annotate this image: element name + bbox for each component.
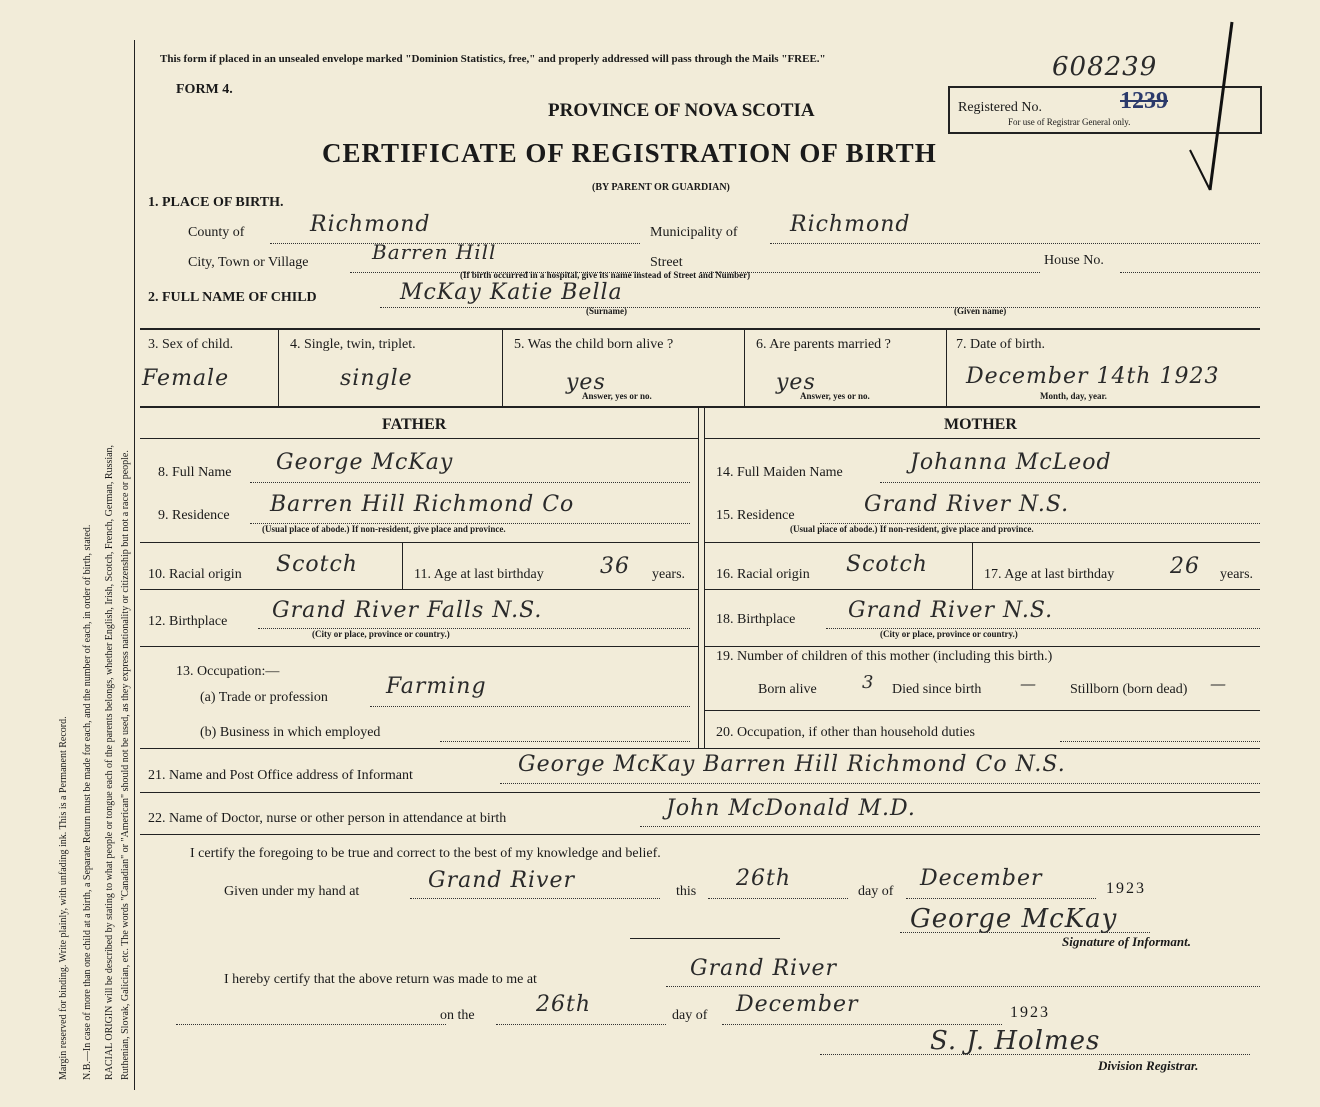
registrar-signature: S. J. Holmes <box>930 1026 1101 1056</box>
certify-year: 1923 <box>1106 880 1146 897</box>
margin-rule <box>134 40 135 1090</box>
mother-residence-label: 15. Residence <box>716 508 795 523</box>
mother-name-value: Johanna McLeod <box>910 450 1112 475</box>
this-label: this <box>676 884 697 899</box>
informant-signature: George McKay <box>910 904 1118 934</box>
margin-note-3: RACIAL ORIGIN will be described by stating to what people or tongue each of the parents belongs, whether English, Irish, Scotch, French, German, Russian, <box>104 444 115 1080</box>
father-name-value: George McKay <box>276 450 454 475</box>
margin-note-2: N.B.—In case of more than one child at a birth, a Separate Return must be made for each, and the number of each, in order of birth, stated. <box>82 524 93 1080</box>
trade-label: (a) Trade or profession <box>200 690 328 705</box>
father-birthplace-value: Grand River Falls N.S. <box>272 598 543 623</box>
registered-note: For use of Registrar General only. <box>1008 117 1131 127</box>
street-label: Street <box>650 255 683 270</box>
mother-residence-value: Grand River N.S. <box>864 492 1070 517</box>
informant-label: 21. Name and Post Office address of Informant <box>148 768 413 783</box>
mother-birthplace-label: 18. Birthplace <box>716 612 796 627</box>
born-alive-value: 3 <box>862 672 875 693</box>
father-race-value: Scotch <box>276 552 358 577</box>
street-line <box>700 272 1040 273</box>
registrar-month: December <box>736 992 859 1017</box>
trade-value: Farming <box>386 674 487 699</box>
certify-statement: I certify the foregoing to be true and correct to the best of my knowledge and belief. <box>190 846 661 861</box>
mother-heading: MOTHER <box>944 416 1017 433</box>
multiple-value: single <box>340 366 413 391</box>
children-label: 19. Number of children of this mother (including this birth.) <box>716 649 1053 664</box>
county-value: Richmond <box>310 212 431 237</box>
city-label: City, Town or Village <box>188 255 309 270</box>
mail-note: This form if placed in an unsealed envelope marked "Dominion Statistics, free," and properly addressed will pass through the Mails "FREE." <box>160 53 826 65</box>
given-place: Grand River <box>428 868 576 893</box>
check-mark-icon <box>1180 20 1240 200</box>
mother-race-label: 16. Racial origin <box>716 567 810 582</box>
municipality-line <box>770 243 1260 244</box>
registrar-place: Grand River <box>690 956 838 981</box>
multiple-label: 4. Single, twin, triplet. <box>290 337 416 352</box>
column-divider <box>698 408 699 748</box>
margin-note-4: Ruthenian, Slovak, Galician, etc. The words "Canadian" or "American" should not be used, as they express nationality or citizenship but not a race or people. <box>120 450 131 1080</box>
dob-label: 7. Date of birth. <box>956 337 1046 352</box>
mother-years: years. <box>1220 567 1254 582</box>
married-note: Answer, yes or no. <box>800 391 870 401</box>
dob-note: Month, day, year. <box>1040 391 1107 401</box>
father-residence-value: Barren Hill Richmond Co <box>270 492 575 517</box>
alive-label: 5. Was the child born alive ? <box>514 337 674 352</box>
mother-age-value: 26 <box>1170 554 1200 579</box>
given-name-note: (Given name) <box>954 306 1007 316</box>
father-residence-label: 9. Residence <box>158 508 230 523</box>
child-name-label: 2. FULL NAME OF CHILD <box>148 290 317 305</box>
died-value: — <box>1020 674 1037 693</box>
died-label: Died since birth <box>892 682 982 697</box>
mother-name-label: 14. Full Maiden Name <box>716 465 843 480</box>
house-line <box>1120 272 1260 273</box>
registered-label: Registered No. <box>958 100 1042 115</box>
father-name-label: 8. Full Name <box>158 465 232 480</box>
handwritten-number: 608239 <box>1052 52 1158 82</box>
registrar-signature-label: Division Registrar. <box>1098 1058 1199 1073</box>
dob-value: December 14th 1923 <box>966 364 1220 389</box>
given-label: Given under my hand at <box>224 884 360 899</box>
alive-value: yes <box>566 370 606 395</box>
child-name-line <box>380 307 1260 308</box>
father-birthplace-label: 12. Birthplace <box>148 614 228 629</box>
mother-birthplace-note: (City or place, province or country.) <box>880 629 1018 639</box>
alive-note: Answer, yes or no. <box>582 391 652 401</box>
informant-signature-label: Signature of Informant. <box>1062 934 1191 949</box>
certificate-subtitle: (BY PARENT OR GUARDIAN) <box>592 182 730 193</box>
certify-day: 26th <box>736 866 792 891</box>
father-years: years. <box>652 567 686 582</box>
municipality-value: Richmond <box>790 212 911 237</box>
doctor-value: John McDonald M.D. <box>666 796 916 821</box>
certify-month: December <box>920 866 1043 891</box>
business-label: (b) Business in which employed <box>200 725 381 740</box>
stillborn-label: Stillborn (born dead) <box>1070 682 1188 697</box>
registrar-statement: I hereby certify that the above return was made to me at <box>224 972 537 987</box>
county-label: County of <box>188 225 245 240</box>
on-the-label: on the <box>440 1008 475 1023</box>
doctor-label: 22. Name of Doctor, nurse or other person in attendance at birth <box>148 811 507 826</box>
father-birthplace-note: (City or place, province or country.) <box>312 629 450 639</box>
father-occupation-label: 13. Occupation:— <box>176 664 280 679</box>
margin-note-1: Margin reserved for binding. Write plainly, with unfading ink. This is a Permanent Record. <box>58 716 69 1080</box>
registered-number: 1239 <box>1120 88 1168 114</box>
married-value: yes <box>776 370 816 395</box>
divider-short <box>630 938 780 939</box>
sex-label: 3. Sex of child. <box>148 337 234 352</box>
father-race-label: 10. Racial origin <box>148 567 242 582</box>
mother-residence-note: (Usual place of abode.) If non-resident, give place and province. <box>790 524 1034 534</box>
father-age-label: 11. Age at last birthday <box>414 567 544 582</box>
informant-value: George McKay Barren Hill Richmond Co N.S. <box>518 752 1066 777</box>
registrar-day-of-label: day of <box>672 1008 708 1023</box>
surname-note: (Surname) <box>586 306 627 316</box>
mother-birthplace-value: Grand River N.S. <box>848 598 1054 623</box>
father-age-value: 36 <box>600 554 630 579</box>
place-of-birth-label: 1. PLACE OF BIRTH. <box>148 195 284 210</box>
row-rule-bottom <box>140 406 1260 408</box>
hospital-note: (If birth occurred in a hospital, give its name instead of Street and Number) <box>460 270 751 280</box>
row-rule-top <box>140 328 1260 330</box>
child-name-value: McKay Katie Bella <box>400 280 623 305</box>
father-residence-note: (Usual place of abode.) If non-resident, give place and province. <box>262 524 506 534</box>
father-heading: FATHER <box>382 416 447 433</box>
form-number: FORM 4. <box>176 82 233 97</box>
city-value: Barren Hill <box>372 240 497 264</box>
certify-day-of-label: day of <box>858 884 894 899</box>
municipality-label: Municipality of <box>650 225 738 240</box>
registrar-day: 26th <box>536 992 592 1017</box>
sex-value: Female <box>142 366 230 391</box>
mother-occupation-label: 20. Occupation, if other than household duties <box>716 725 975 740</box>
province: PROVINCE OF NOVA SCOTIA <box>548 100 815 121</box>
stillborn-value: — <box>1210 674 1227 693</box>
certificate-title: CERTIFICATE OF REGISTRATION OF BIRTH <box>322 138 937 168</box>
house-label: House No. <box>1044 253 1104 268</box>
married-label: 6. Are parents married ? <box>756 337 891 352</box>
born-alive-label: Born alive <box>758 682 817 697</box>
mother-race-value: Scotch <box>846 552 928 577</box>
registrar-year: 1923 <box>1010 1004 1050 1021</box>
mother-age-label: 17. Age at last birthday <box>984 567 1115 582</box>
